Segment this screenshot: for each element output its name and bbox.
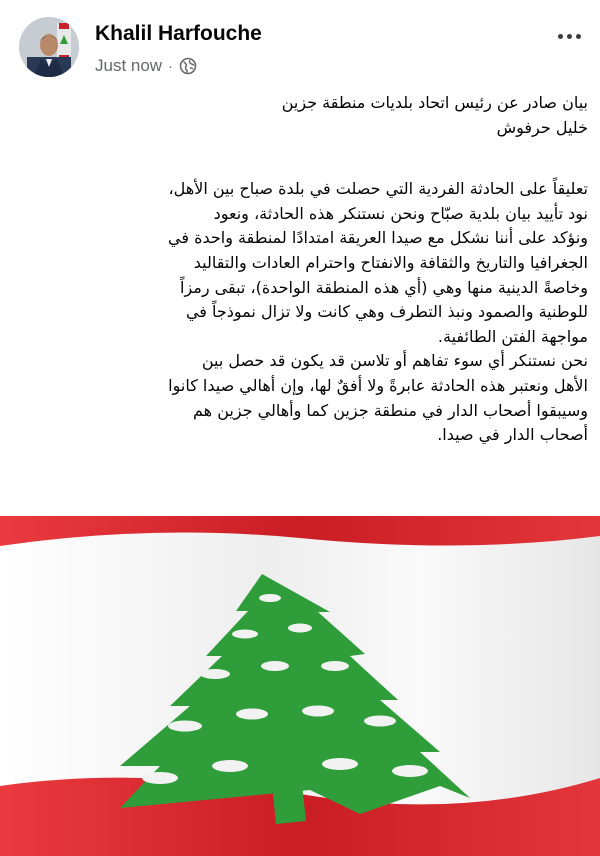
post-image[interactable]	[0, 516, 600, 856]
more-dot-icon	[558, 34, 563, 39]
more-dot-icon	[567, 34, 572, 39]
globe-icon[interactable]	[179, 57, 197, 75]
more-options-button[interactable]	[552, 26, 586, 46]
timestamp[interactable]: Just now	[95, 56, 163, 75]
more-dot-icon	[576, 34, 581, 39]
avatar-photo	[19, 17, 79, 77]
post-body: تعليقاً على الحادثة الفردية التي حصلت في بلدة صباح بين الأهل، نود تأييد بيان بلدية صبّاح ونحن نستنكر هذه الحادثة، ونعود ونؤكد على أننا نشكل مع صيدا العريقة امتدادًا لمنطقة واحدة في الجغرافيا والتاريخ والثقافة والانفتاح واحترام العادات والتقاليد وخاصةً الدينية منها وهي (أي هذه المنطقة الواحدة)، تبقى رمزاً للوطنية والصمود ونبذ التطرف وهي كانت ولا تزال نموذجاً في مواجهة الفتن الطائفية. نحن نستنكر أي سوء تفاهم أو تلاسن قد يكون قد حصل بين الأهل ونعتبر هذه الحادثة عابرةً ولا أفقٌ لها، وإن أهالي صيدا كانوا وسيبقوا أصحاب الدار في منطقة جزين كما وأهالي جزين هم أصحاب الدار في صيدا.	[168, 179, 588, 445]
post-title: بيان صادر عن رئيس اتحاد بلديات منطقة جزين خليل حرفوش	[281, 93, 588, 137]
post-text	[12, 91, 588, 448]
paragraph-spacer	[12, 140, 588, 177]
meta-separator: ·	[168, 58, 173, 74]
lebanese-flag-image	[0, 516, 600, 856]
post-header	[0, 0, 600, 90]
post-meta	[95, 55, 197, 77]
avatar[interactable]	[19, 17, 79, 77]
author-name[interactable]: Khalil Harfouche	[95, 22, 262, 45]
